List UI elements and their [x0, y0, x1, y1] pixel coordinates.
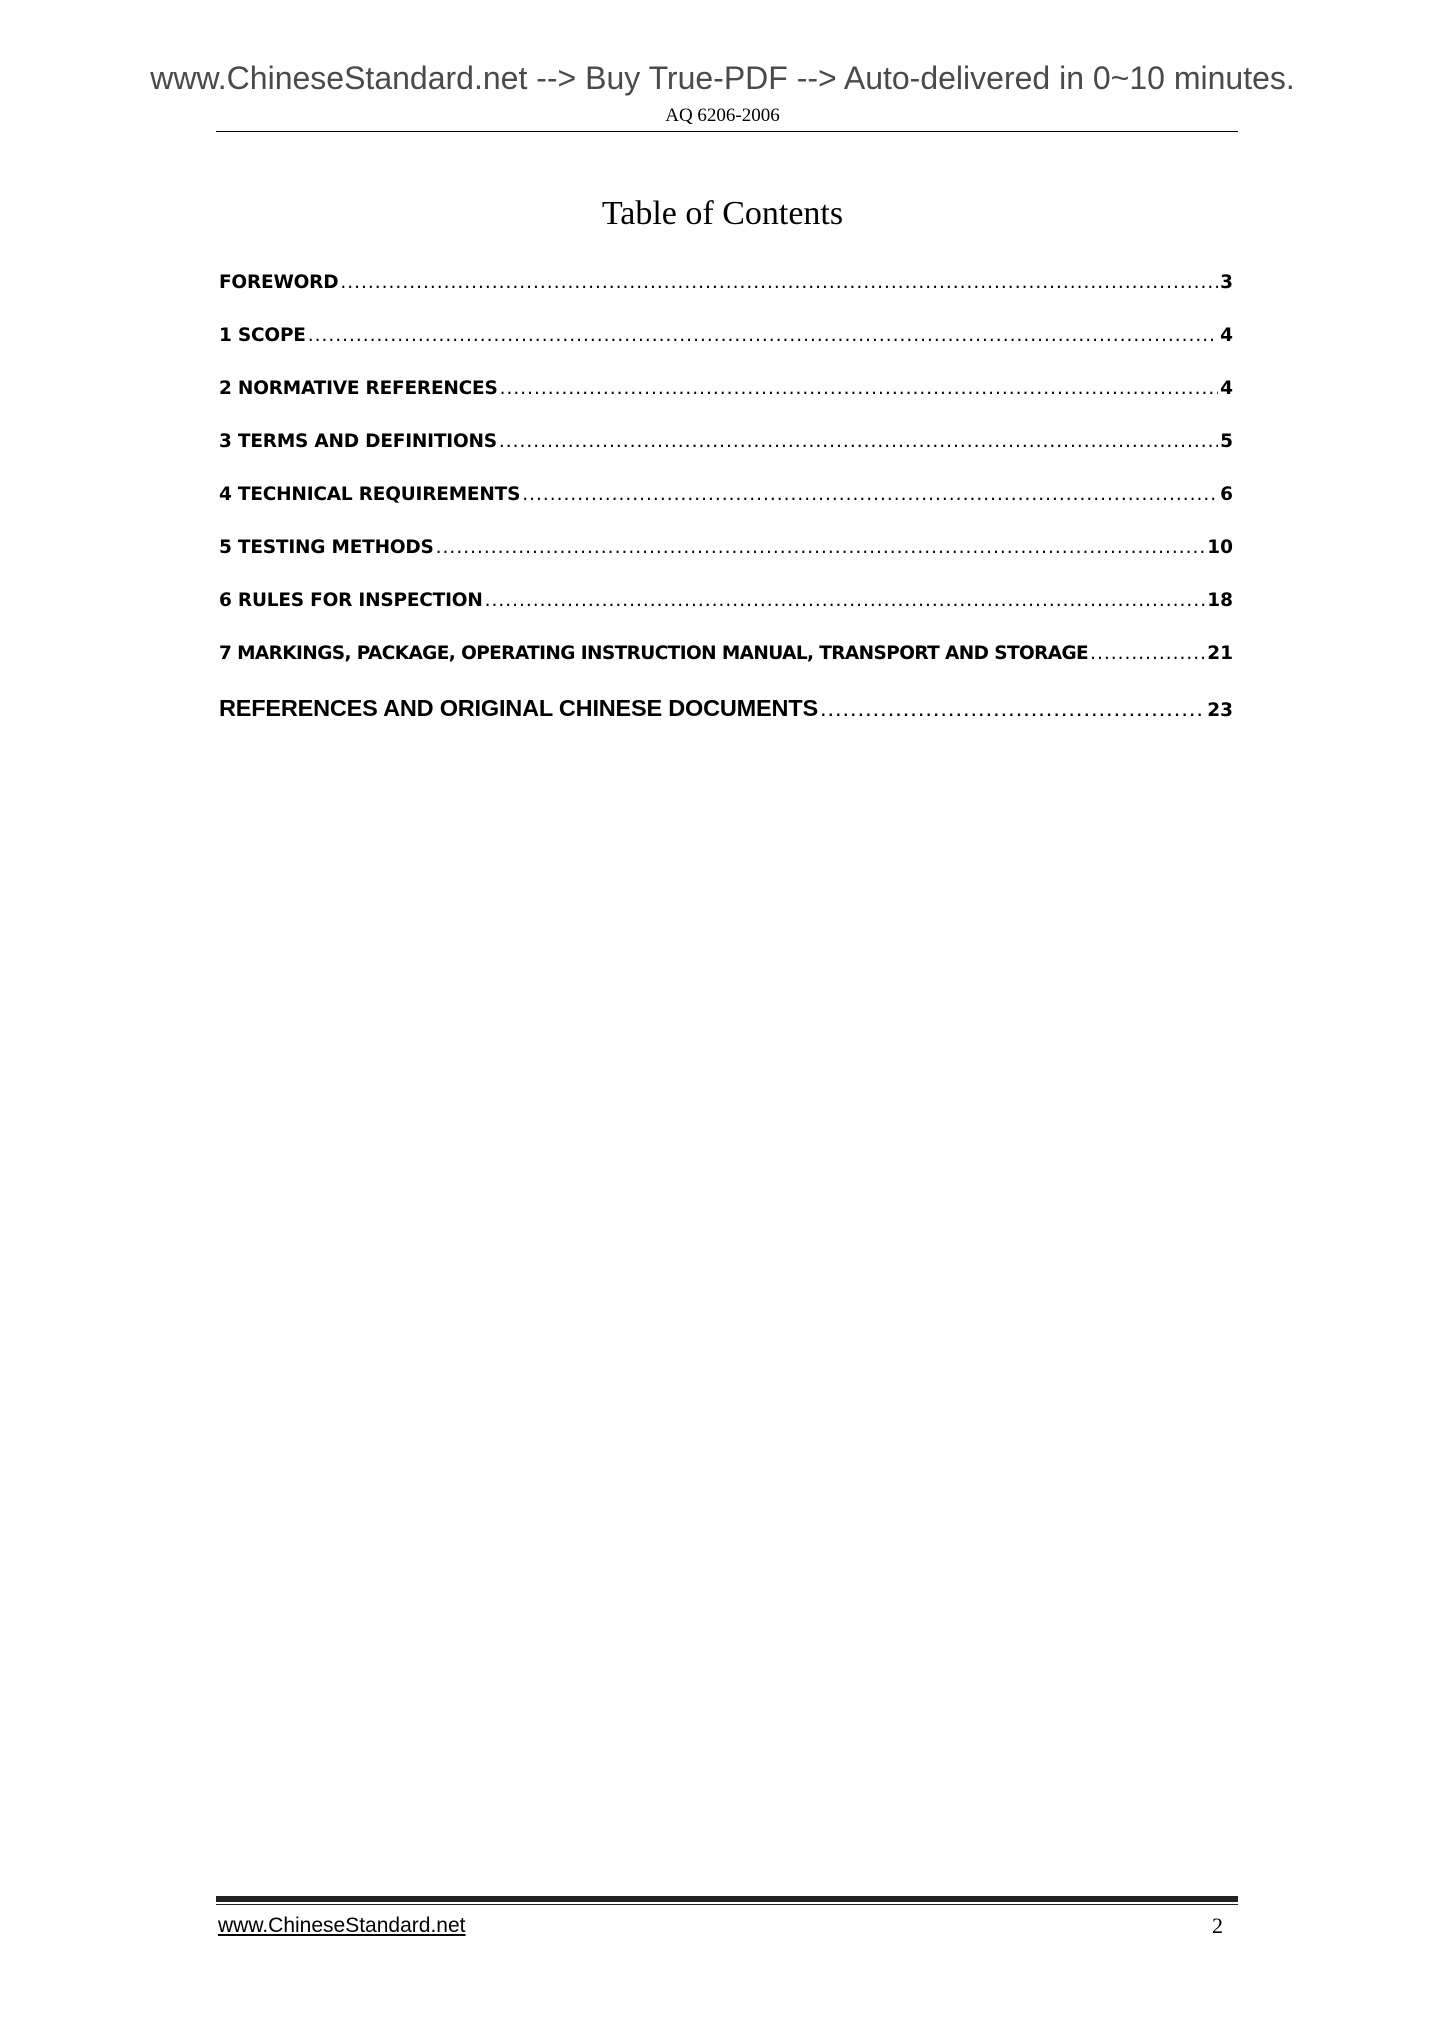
toc-entry-page: 21 — [1207, 643, 1233, 664]
toc-entry-references-original-documents[interactable] — [219, 693, 1233, 723]
toc-entry-page: 10 — [1207, 537, 1233, 558]
toc-entry-scope[interactable] — [219, 321, 1233, 351]
toc-leader-dots — [499, 427, 1218, 457]
toc-entry-label: 7 MARKINGS, PACKAGE, OPERATING INSTRUCTION MANUAL, TRANSPORT AND STORAGE — [219, 643, 1089, 664]
toc-entry-page: 4 — [1220, 325, 1233, 346]
toc-entry-page: 4 — [1220, 378, 1233, 399]
toc-entry-label: 1 SCOPE — [219, 325, 306, 346]
toc-entry-page: 23 — [1207, 700, 1233, 721]
toc-entry-label: 2 NORMATIVE REFERENCES — [219, 378, 498, 399]
toc-leader-dots — [340, 268, 1218, 298]
toc-entry-label: 6 RULES FOR INSPECTION — [219, 590, 483, 611]
footer-divider-thick — [216, 1896, 1238, 1902]
document-id: AQ 6206-2006 — [665, 105, 780, 126]
footer-divider-thin — [216, 1904, 1238, 1905]
site-banner[interactable]: www.ChineseStandard.net --> Buy True-PDF --> Auto-delivered in 0~10 minutes. — [150, 60, 1295, 96]
toc-entry-label: 4 TECHNICAL REQUIREMENTS — [219, 484, 521, 505]
toc-entry-page: 5 — [1220, 431, 1233, 452]
toc-leader-dots — [1090, 639, 1205, 669]
toc-entry-page: 18 — [1207, 590, 1233, 611]
toc-leader-dots — [308, 321, 1218, 351]
toc-entry-page: 6 — [1220, 484, 1233, 505]
footer-page-number: 2 — [1212, 1913, 1223, 1938]
footer-site-link[interactable]: www.ChineseStandard.net — [218, 1914, 466, 1937]
toc-entry-foreword[interactable] — [219, 268, 1233, 298]
toc-leader-dots — [522, 480, 1218, 510]
toc-leader-dots — [820, 693, 1205, 723]
toc-leader-dots — [436, 533, 1206, 563]
toc-entry-rules-for-inspection[interactable] — [219, 586, 1233, 616]
toc-entry-page: 3 — [1220, 272, 1233, 293]
toc-leader-dots — [500, 374, 1219, 404]
toc-entry-technical-requirements[interactable] — [219, 480, 1233, 510]
header-divider — [216, 131, 1238, 132]
toc-entry-normative-references[interactable] — [219, 374, 1233, 404]
toc-entry-label: REFERENCES AND ORIGINAL CHINESE DOCUMENTS — [219, 695, 818, 721]
toc-entry-terms-and-definitions[interactable] — [219, 427, 1233, 457]
toc-entry-label: FOREWORD — [219, 272, 339, 293]
toc-title: Table of Contents — [601, 195, 844, 232]
toc-entry-markings-package[interactable] — [219, 639, 1233, 669]
toc-entry-label: 5 TESTING METHODS — [219, 537, 434, 558]
toc-entry-testing-methods[interactable] — [219, 533, 1233, 563]
toc-leader-dots — [485, 586, 1206, 616]
toc-entry-label: 3 TERMS AND DEFINITIONS — [219, 431, 497, 452]
